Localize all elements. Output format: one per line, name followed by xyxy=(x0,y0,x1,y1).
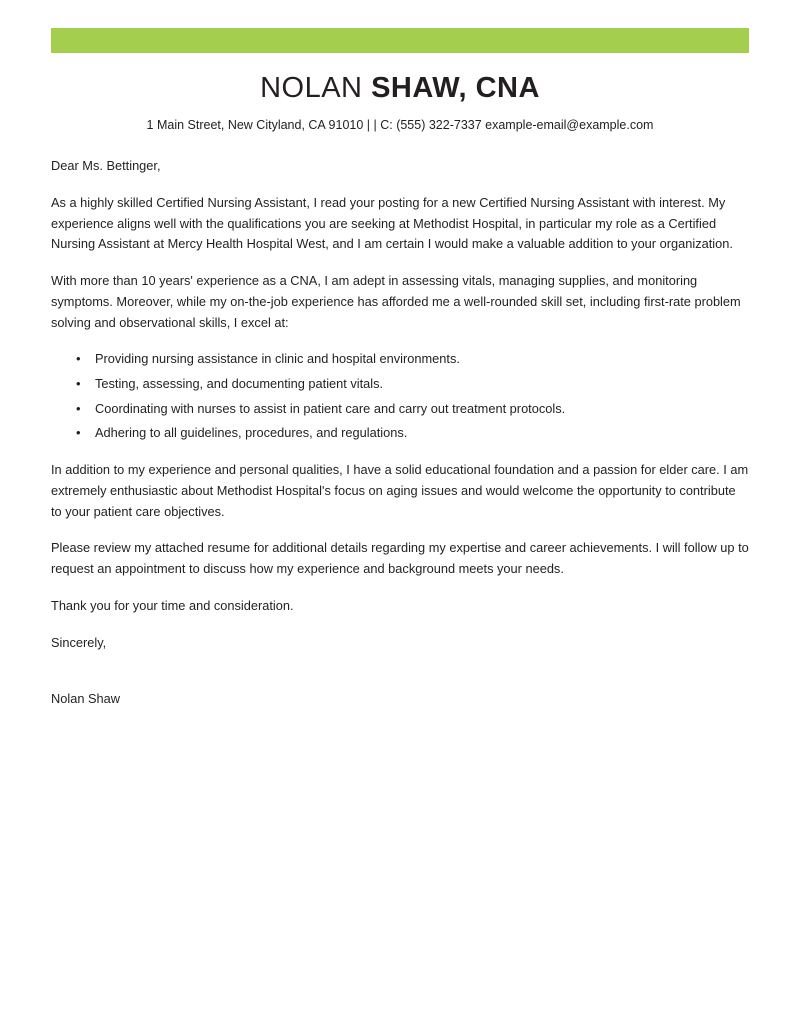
letterhead xyxy=(51,53,749,134)
paragraph-4: Please review my attached resume for additional details regarding my expertise and career achievements. I will follow up to request an appointment to discuss how my experience and background meets your needs. xyxy=(51,540,749,577)
list-item: • Providing nursing assistance in clinic and hospital environments. xyxy=(95,349,749,370)
list-item: • Testing, assessing, and documenting patient vitals. xyxy=(95,374,749,395)
candidate-last-name: SHAW, CNA xyxy=(371,72,540,104)
letter-body xyxy=(51,156,749,710)
signoff: Sincerely, xyxy=(51,634,107,650)
qualifications-list xyxy=(51,349,749,444)
list-item: • Coordinating with nurses to assist in patient care and carry out treatment protocols. xyxy=(95,399,749,420)
paragraph-3: In addition to my experience and personal qualities, I have a solid educational foundation and a passion for elder care. I am extremely enthusiastic about Methodist Hospital's focus on aging issues and would welcome the opportunity to contribute to your patient care objectives. xyxy=(51,462,749,519)
contact-info: 1 Main Street, New Cityland, CA 91010 | | C: (555) 322-7337 example-email@example.com xyxy=(146,117,654,132)
signature-name: Nolan Shaw xyxy=(51,691,121,707)
salutation: Dear Ms. Bettinger, xyxy=(51,158,161,174)
letter-content xyxy=(51,53,749,723)
list-item: • Adhering to all guidelines, procedures, and regulations. xyxy=(95,423,749,444)
thank-you-line: Thank you for your time and consideration. xyxy=(51,597,294,613)
candidate-name xyxy=(51,71,749,106)
header-accent-bar xyxy=(51,28,749,53)
paragraph-1: As a highly skilled Certified Nursing Assistant, I read your posting for a new Certified Nursing Assistant with interest. My experience aligns well with the qualifications you are seeking at Methodist Hospital, in particular my role as a Certified Nursing Assistant at Mercy Health Hospital West, and I am certain I would make a valuable addition to your organization. xyxy=(51,195,733,252)
paragraph-2: With more than 10 years' experience as a CNA, I am adept in assessing vitals, managing supplies, and monitoring symptoms. Moreover, while my on-the-job experience has afforded me a well-rounded skill set, including first-rate problem solving and observational skills, I excel at: xyxy=(51,273,741,330)
candidate-first-name: NOLAN xyxy=(260,72,372,104)
